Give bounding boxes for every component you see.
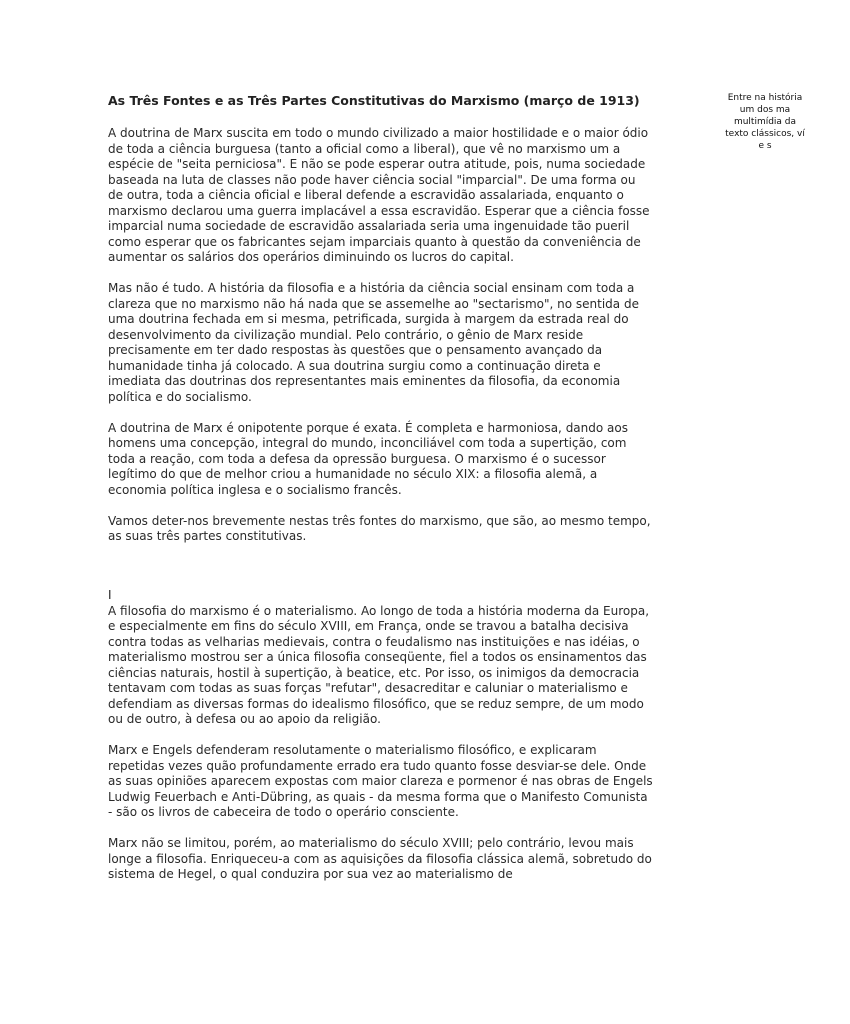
article-paragraph: A filosofia do marxismo é o materialismo. Ao longo de toda a história moderna da Europa, e especialmente em fins do século XVIII, em França, onde se travou a batalha decisiva contra todas as velharias medievais, contra o feudalismo nas instituições e nas idéias, o materialismo mostrou ser a única filosofia conseqüente, fiel a todos os ensinamentos das ciências naturais, hostil à supertição, à beatice, etc. Por isso, os inimigos da democracia tentavam com todas as suas forças "refutar", desacreditar e caluniar o materialismo e defendiam as diversas formas do idealismo filosófico, que se reduz sempre, de um modo ou de outro, à defesa ou ao apoio da religião. bbox=[108, 603, 650, 726]
section-spacer bbox=[108, 560, 654, 588]
sidebar-line: e s bbox=[758, 141, 772, 151]
sidebar-line: texto clássicos, ví bbox=[725, 129, 805, 139]
sidebar-promo-text bbox=[680, 92, 850, 152]
article-paragraph: Marx e Engels defenderam resolutamente o materialismo filosófico, e explicaram repetidas vezes quão profundamente errado era tudo quanto fosse desviar-se dele. Onde as suas opiniões aparecem expostas com maior clareza e pormenor é nas obras de Engels Ludwig Feuerbach e Anti-Dübring, as quais - da mesma forma que o Manifesto Comunista - são os livros de cabeceira de todo o operário consciente. bbox=[108, 743, 653, 819]
sidebar-line: multimídia da bbox=[733, 117, 797, 127]
article-title: As Três Fontes e as Três Partes Constitutivas do Marxismo (março de 1913) bbox=[108, 93, 640, 108]
article-paragraph: Mas não é tudo. A história da filosofia e a história da ciência social ensinam com toda a clareza que no marxismo não há nada que se assemelhe ao "sectarismo", no sentida de uma doutrina fechada em si mesma, petrificada, surgida à margem da estrada real do desenvolvimento da civilização mundial. Pelo contrário, o gênio de Marx reside precisamente em ter dado respostas às questões que o pensamento avançado da humanidade tinha já colocado. A sua doutrina surgiu como a continuação direta e imediata das doutrinas dos representantes mais eminentes da filosofia, da economia política e do socialismo. bbox=[108, 281, 639, 404]
article-paragraph: Marx não se limitou, porém, ao materialismo do século XVIII; pelo contrário, levou mais longe a filosofia. Enriqueceu-a com as aquisições da filosofia clássica alemã, sobretudo do sistema de Hegel, o qual conduzira por sua vez ao materialismo de bbox=[108, 836, 652, 881]
article-body bbox=[108, 92, 654, 898]
article-paragraph: Vamos deter-nos brevemente nestas três fontes do marxismo, que são, ao mesmo tempo, as suas três partes constitutivas. bbox=[108, 513, 651, 543]
article-paragraph: A doutrina de Marx é onipotente porque é exata. É completa e harmoniosa, dando aos homens uma concepção, integral do mundo, inconciliável com toda a supertição, com toda a reação, com toda a defesa da opressão burguesa. O marxismo é o sucessor legítimo do que de melhor criou a humanidade no século XIX: a filosofia alemã, a economia política inglesa e o socialismo francês. bbox=[108, 420, 628, 497]
sidebar-line: um dos ma bbox=[739, 105, 791, 115]
section-number: I bbox=[108, 588, 112, 602]
sidebar-line: Entre na história bbox=[727, 93, 803, 103]
article-paragraph: A doutrina de Marx suscita em todo o mundo civilizado a maior hostilidade e o maior ódio de toda a ciência burguesa (tanto a oficial como a liberal), que vê no marxismo um a espécie de "seita perniciosa". E não se pode esperar outra atitude, pois, numa sociedade baseada na luta de classes não pode haver ciência social "imparcial". De uma forma ou de outra, toda a ciência oficial e liberal defende a escravidão assalariada, enquanto o marxismo declarou uma guerra implacável a essa escravidão. Esperar que a ciência fosse imparcial numa sociedade de escravidão assalariada seria uma ingenuidade tão pueril como esperar que os fabricantes sejam imparciais quanto à questão da conveniência de aumentar os salários dos operários diminuindo os lucros do capital. bbox=[108, 126, 650, 264]
